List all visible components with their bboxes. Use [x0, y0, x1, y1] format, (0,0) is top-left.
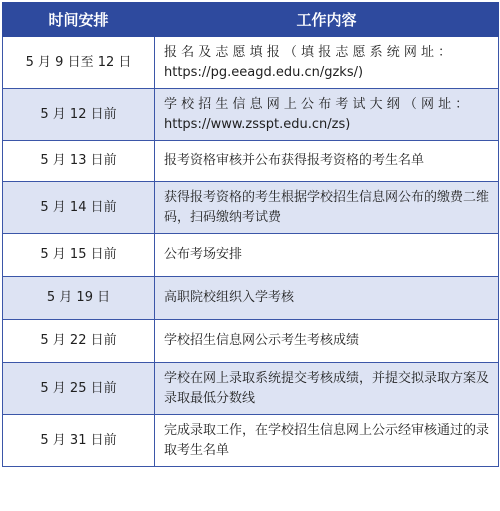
table-row	[3, 363, 499, 415]
row-date: 5 月 13 日前	[3, 141, 155, 182]
row-content: 学校在网上录取系统提交考核成绩，并提交拟录取方案及录取最低分数线	[155, 363, 499, 415]
row-content: 高职院校组织入学考核	[155, 277, 499, 320]
table-row	[3, 37, 499, 89]
table-row	[3, 277, 499, 320]
row-content: 报 名 及 志 愿 填 报 （ 填 报 志 愿 系 统 网 址 ： https://pg.eeagd.edu.cn/gzks/)	[155, 37, 499, 89]
table-row	[3, 415, 499, 467]
row-content: 获得报考资格的考生根据学校招生信息网公布的缴费二维码，扫码缴纳考试费	[155, 182, 499, 234]
row-date: 5 月 25 日前	[3, 363, 155, 415]
row-date: 5 月 14 日前	[3, 182, 155, 234]
column-header-time: 时间安排	[3, 3, 155, 37]
schedule-table	[2, 2, 499, 467]
row-date: 5 月 22 日前	[3, 320, 155, 363]
table-row	[3, 320, 499, 363]
table-row	[3, 141, 499, 182]
table-row	[3, 182, 499, 234]
row-content: 学校招生信息网公示考生考核成绩	[155, 320, 499, 363]
row-content: 公布考场安排	[155, 234, 499, 277]
table-row	[3, 234, 499, 277]
table-header-row	[3, 3, 499, 37]
row-content: 学 校 招 生 信 息 网 上 公 布 考 试 大 纲 （ 网 址 ： https://www.zsspt.edu.cn/zs)	[155, 89, 499, 141]
row-date: 5 月 12 日前	[3, 89, 155, 141]
row-date: 5 月 9 日至 12 日	[3, 37, 155, 89]
table-row	[3, 89, 499, 141]
row-date: 5 月 15 日前	[3, 234, 155, 277]
row-content: 完成录取工作，在学校招生信息网上公示经审核通过的录取考生名单	[155, 415, 499, 467]
column-header-content: 工作内容	[155, 3, 499, 37]
row-date: 5 月 31 日前	[3, 415, 155, 467]
schedule-table-container	[2, 2, 498, 509]
row-content: 报考资格审核并公布获得报考资格的考生名单	[155, 141, 499, 182]
row-date: 5 月 19 日	[3, 277, 155, 320]
